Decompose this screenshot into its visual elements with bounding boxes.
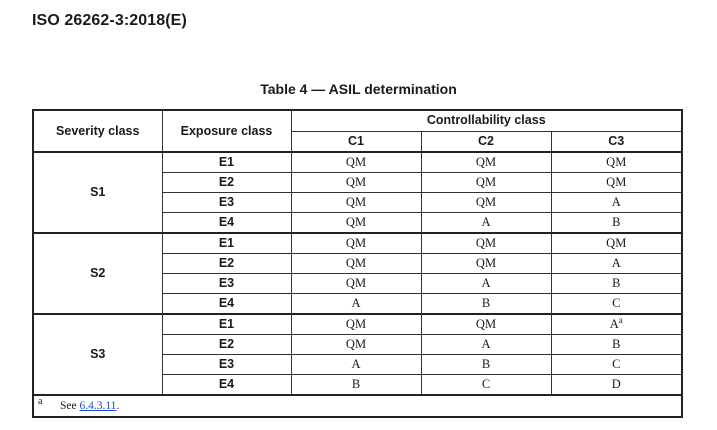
document-id: ISO 26262-3:2018(E) [32,12,187,29]
header-severity-class: Severity class [33,110,162,152]
footnote-row [33,395,682,417]
asil-cell-c1 [291,233,421,254]
asil-value: QM [345,195,367,209]
asil-value: QM [345,317,367,331]
exposure-cell: E4 [162,294,291,315]
footnote: a See 6.4.3.11. [33,395,682,417]
exposure-cell: E2 [162,335,291,355]
asil-cell-c3 [551,254,682,274]
asil-value: QM [475,256,497,270]
asil-cell-c2 [421,314,551,335]
asil-cell-c3 [551,213,682,234]
asil-cell-c3 [551,193,682,213]
asil-cell-c1 [291,152,421,173]
asil-cell-c2 [421,355,551,375]
asil-cell-c1 [291,294,421,315]
asil-value: B [612,337,621,351]
exposure-cell: E3 [162,274,291,294]
exposure-cell: E1 [162,152,291,173]
asil-cell-c3 [551,294,682,315]
asil-cell-c3 [551,173,682,193]
asil-cell-c3 [551,355,682,375]
asil-value: QM [345,256,367,270]
asil-cell-c2 [421,274,551,294]
asil-value: QM [345,175,367,189]
asil-value: QM [345,215,367,229]
asil-cell-c3 [551,335,682,355]
asil-value: B [612,215,621,229]
asil-value: QM [345,155,367,169]
asil-value: QM [345,236,367,250]
table-row [33,233,682,254]
asil-cell-c3 [551,152,682,173]
asil-cell-c1 [291,335,421,355]
asil-value: B [612,276,621,290]
asil-cell-c1 [291,274,421,294]
asil-cell-c3 [551,274,682,294]
asil-value: A [611,195,621,209]
footnote-link[interactable]: 6.4.3.11 [79,399,117,412]
asil-value: A [481,337,491,351]
header-controllability-class: Controllability class [291,110,682,131]
table-row [33,314,682,335]
asil-value: QM [606,175,627,189]
asil-cell-c1 [291,355,421,375]
asil-cell-c2 [421,152,551,173]
asil-cell-c3 [551,233,682,254]
asil-value: B [481,296,491,310]
asil-cell-c1 [291,254,421,274]
asil-value: QM [475,236,497,250]
severity-cell: S3 [33,314,162,395]
asil-cell-c1 [291,375,421,396]
asil-cell-c1 [291,193,421,213]
exposure-cell: E1 [162,233,291,254]
header-exposure-class: Exposure class [162,110,291,152]
asil-table-body [33,152,682,395]
asil-cell-c2 [421,173,551,193]
footnote-prefix: See [60,399,80,412]
header-c3: C3 [551,131,682,152]
asil-value: QM [606,155,627,169]
asil-cell-c3 [551,314,682,335]
asil-value: QM [345,337,367,351]
asil-value: QM [345,276,367,290]
exposure-cell: E3 [162,193,291,213]
asil-value: C [612,357,621,371]
exposure-cell: E2 [162,254,291,274]
asil-value: A [351,296,361,310]
asil-value: A [481,276,491,290]
header-c1: C1 [291,131,421,152]
asil-value: A [481,215,491,229]
exposure-cell: E4 [162,213,291,234]
asil-cell-c2 [421,335,551,355]
asil-value: C [612,296,621,310]
asil-table [32,109,683,418]
asil-cell-c2 [421,193,551,213]
asil-value: QM [475,317,497,331]
footnote-suffix: . [116,399,120,412]
severity-cell: S2 [33,233,162,314]
footnote-reference: a [618,314,623,325]
exposure-cell: E1 [162,314,291,335]
table-row [33,152,682,173]
asil-value: D [611,377,621,391]
exposure-cell: E4 [162,375,291,396]
asil-value: B [481,357,491,371]
asil-cell-c2 [421,254,551,274]
severity-cell: S1 [33,152,162,233]
asil-value: QM [475,155,497,169]
asil-value: QM [475,195,497,209]
asil-value: A [351,357,361,371]
asil-value: C [481,377,491,391]
header-c2: C2 [421,131,551,152]
asil-value: A [611,256,621,270]
asil-cell-c1 [291,213,421,234]
asil-value: QM [475,175,497,189]
asil-value: B [351,377,361,391]
asil-cell-c2 [421,233,551,254]
asil-cell-c2 [421,294,551,315]
asil-cell-c1 [291,314,421,335]
exposure-cell: E2 [162,173,291,193]
asil-cell-c2 [421,375,551,396]
table-title: Table 4 — ASIL determination [260,81,457,97]
asil-cell-c1 [291,173,421,193]
asil-cell-c2 [421,213,551,234]
exposure-cell: E3 [162,355,291,375]
asil-value: A [609,317,619,331]
asil-value: QM [606,236,627,250]
asil-cell-c3 [551,375,682,396]
